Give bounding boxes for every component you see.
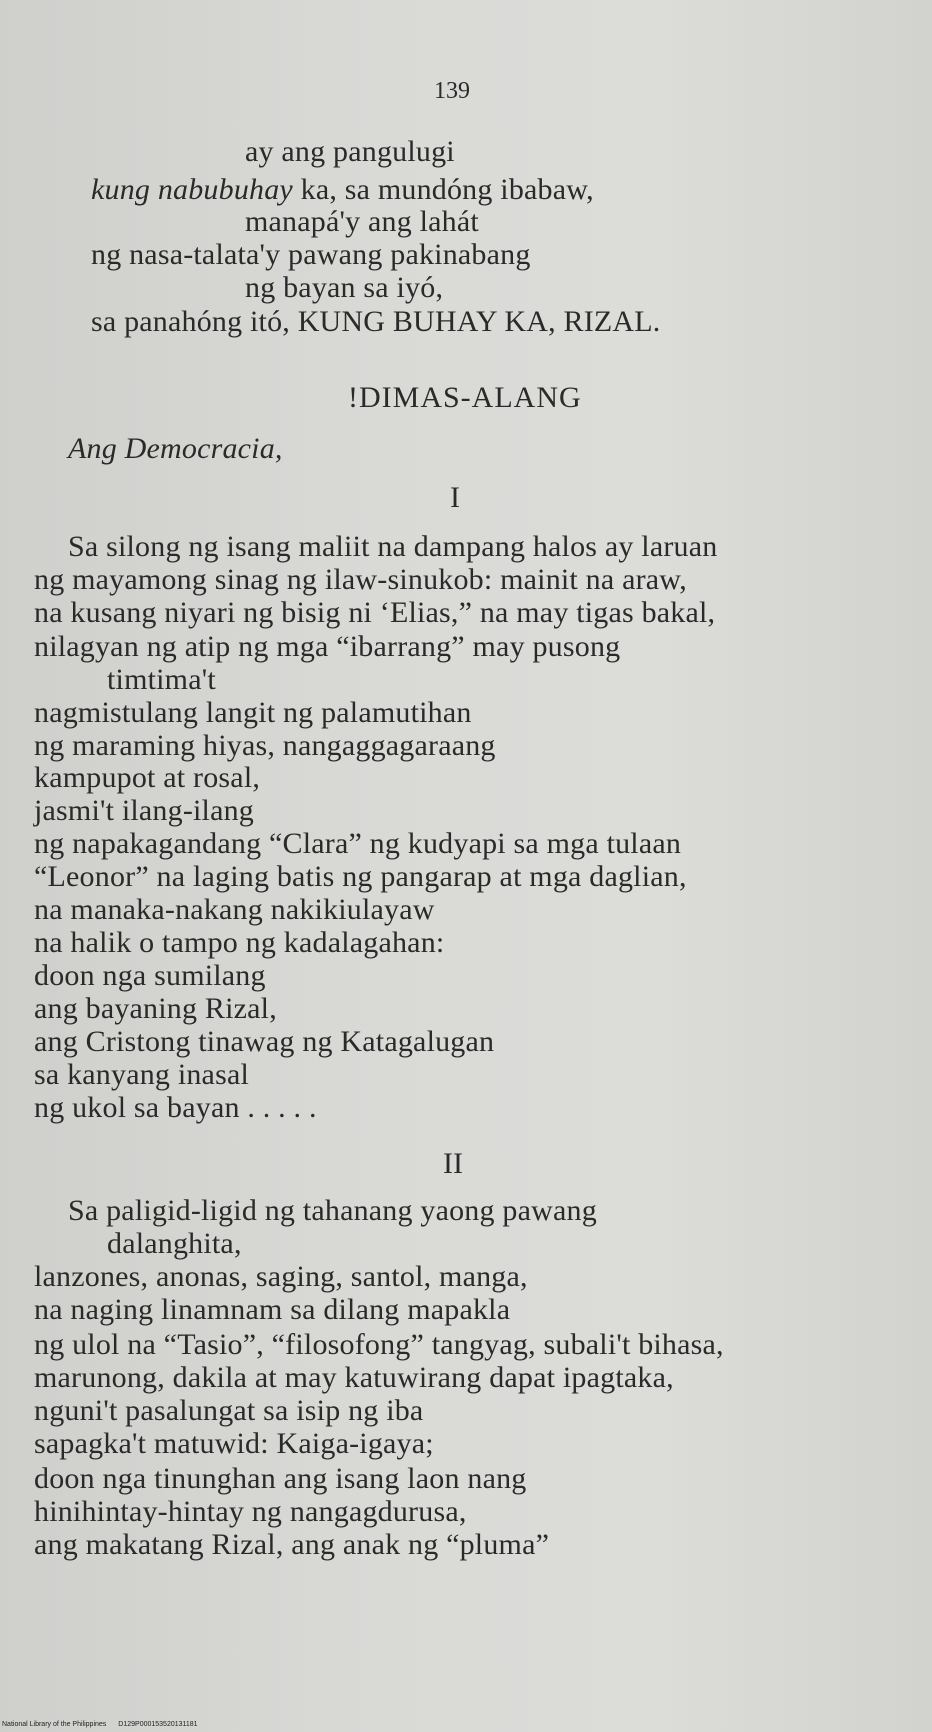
page-number: 139 bbox=[434, 78, 470, 104]
verse-top-line-2-italic: kung nabubuhay bbox=[91, 173, 293, 206]
section-1-line: ng ukol sa bayan . . . . . bbox=[34, 1091, 317, 1124]
section-2-numeral: II bbox=[443, 1147, 463, 1180]
verse-top-line-1: ay ang pangulugi bbox=[245, 135, 455, 168]
section-2-line: ang makatang Rizal, ang anak ng “pluma” bbox=[34, 1528, 550, 1561]
section-1-line: ang bayaning Rizal, bbox=[34, 992, 277, 1025]
scan-footer bbox=[2, 1721, 210, 1729]
section-1-line: kampupot at rosal, bbox=[34, 761, 261, 794]
section-2-line: Sa paligid-ligid ng tahanang yaong pawang bbox=[68, 1194, 597, 1227]
section-2-line: dalanghita, bbox=[107, 1227, 242, 1260]
section-1-line: “Leonor” na laging batis ng pangarap at mga daglian, bbox=[34, 860, 687, 893]
scan-code: D129P000153520131181 bbox=[118, 1721, 198, 1728]
section-2-line: na naging linamnam sa dilang mapakla bbox=[34, 1293, 511, 1326]
section-1-line: ng mayamong sinag ng ilaw-sinukob: mainit na araw, bbox=[34, 563, 687, 596]
poem-subtitle: Ang Democracia, bbox=[68, 432, 283, 465]
section-2-line: hinihintay-hintay ng nangagdurusa, bbox=[34, 1495, 467, 1528]
section-1-line: nilagyan ng atip ng mga “ibarrang” may pusong bbox=[34, 630, 621, 663]
verse-top-line-5: ng bayan sa iyó, bbox=[245, 271, 444, 304]
verse-top-line-4: ng nasa-talata'y pawang pakinabang bbox=[91, 238, 531, 271]
section-1-line: ng maraming hiyas, nangaggagaraang bbox=[34, 729, 496, 762]
section-2-line: doon nga tinunghan ang isang laon nang bbox=[34, 1462, 527, 1495]
section-1-line: Sa silong ng isang maliit na dampang halos ay laruan bbox=[68, 530, 718, 563]
section-1-line: ng napakagandang “Clara” ng kudyapi sa mga tulaan bbox=[34, 827, 682, 860]
section-1-line: na manaka-nakang nakikiulayaw bbox=[34, 893, 435, 926]
verse-top-line-2 bbox=[91, 175, 791, 205]
section-1-line: jasmi't ilang-ilang bbox=[34, 794, 254, 827]
library-name: National Library of the Philippines bbox=[2, 1721, 107, 1728]
section-1-line: na kusang niyari ng bisig ni ‘Elias,” na may tigas bakal, bbox=[34, 596, 716, 629]
section-1-line: na halik o tampo ng kadalagahan: bbox=[34, 926, 445, 959]
section-2-line: lanzones, anonas, saging, santol, manga, bbox=[34, 1260, 528, 1293]
verse-top-line-2-rest: ka, sa mundóng ibabaw, bbox=[292, 173, 594, 206]
section-1-line: ang Cristong tinawag ng Katagalugan bbox=[34, 1025, 495, 1058]
verse-top-line-3: manapá'y ang lahát bbox=[245, 205, 479, 238]
section-1-numeral: I bbox=[450, 481, 460, 514]
section-2-line: sapagka't matuwid: Kaiga-igaya; bbox=[34, 1427, 434, 1460]
section-2-line: ng ulol na “Tasio”, “filosofong” tangyag, subali't bihasa, bbox=[34, 1328, 724, 1361]
section-1-line: doon nga sumilang bbox=[34, 959, 266, 992]
section-2-line: nguni't pasalungat sa isip ng iba bbox=[34, 1394, 424, 1427]
section-1-line: nagmistulang langit ng palamutihan bbox=[34, 696, 472, 729]
verse-top-line-6: sa panahóng itó, KUNG BUHAY KA, RIZAL. bbox=[91, 305, 661, 338]
section-2-line: marunong, dakila at may katuwirang dapat ipagtaka, bbox=[34, 1361, 674, 1394]
poem-heading: !DIMAS-ALANG bbox=[348, 381, 582, 414]
section-1-line: sa kanyang inasal bbox=[34, 1058, 249, 1091]
section-1-line: timtima't bbox=[107, 663, 216, 696]
